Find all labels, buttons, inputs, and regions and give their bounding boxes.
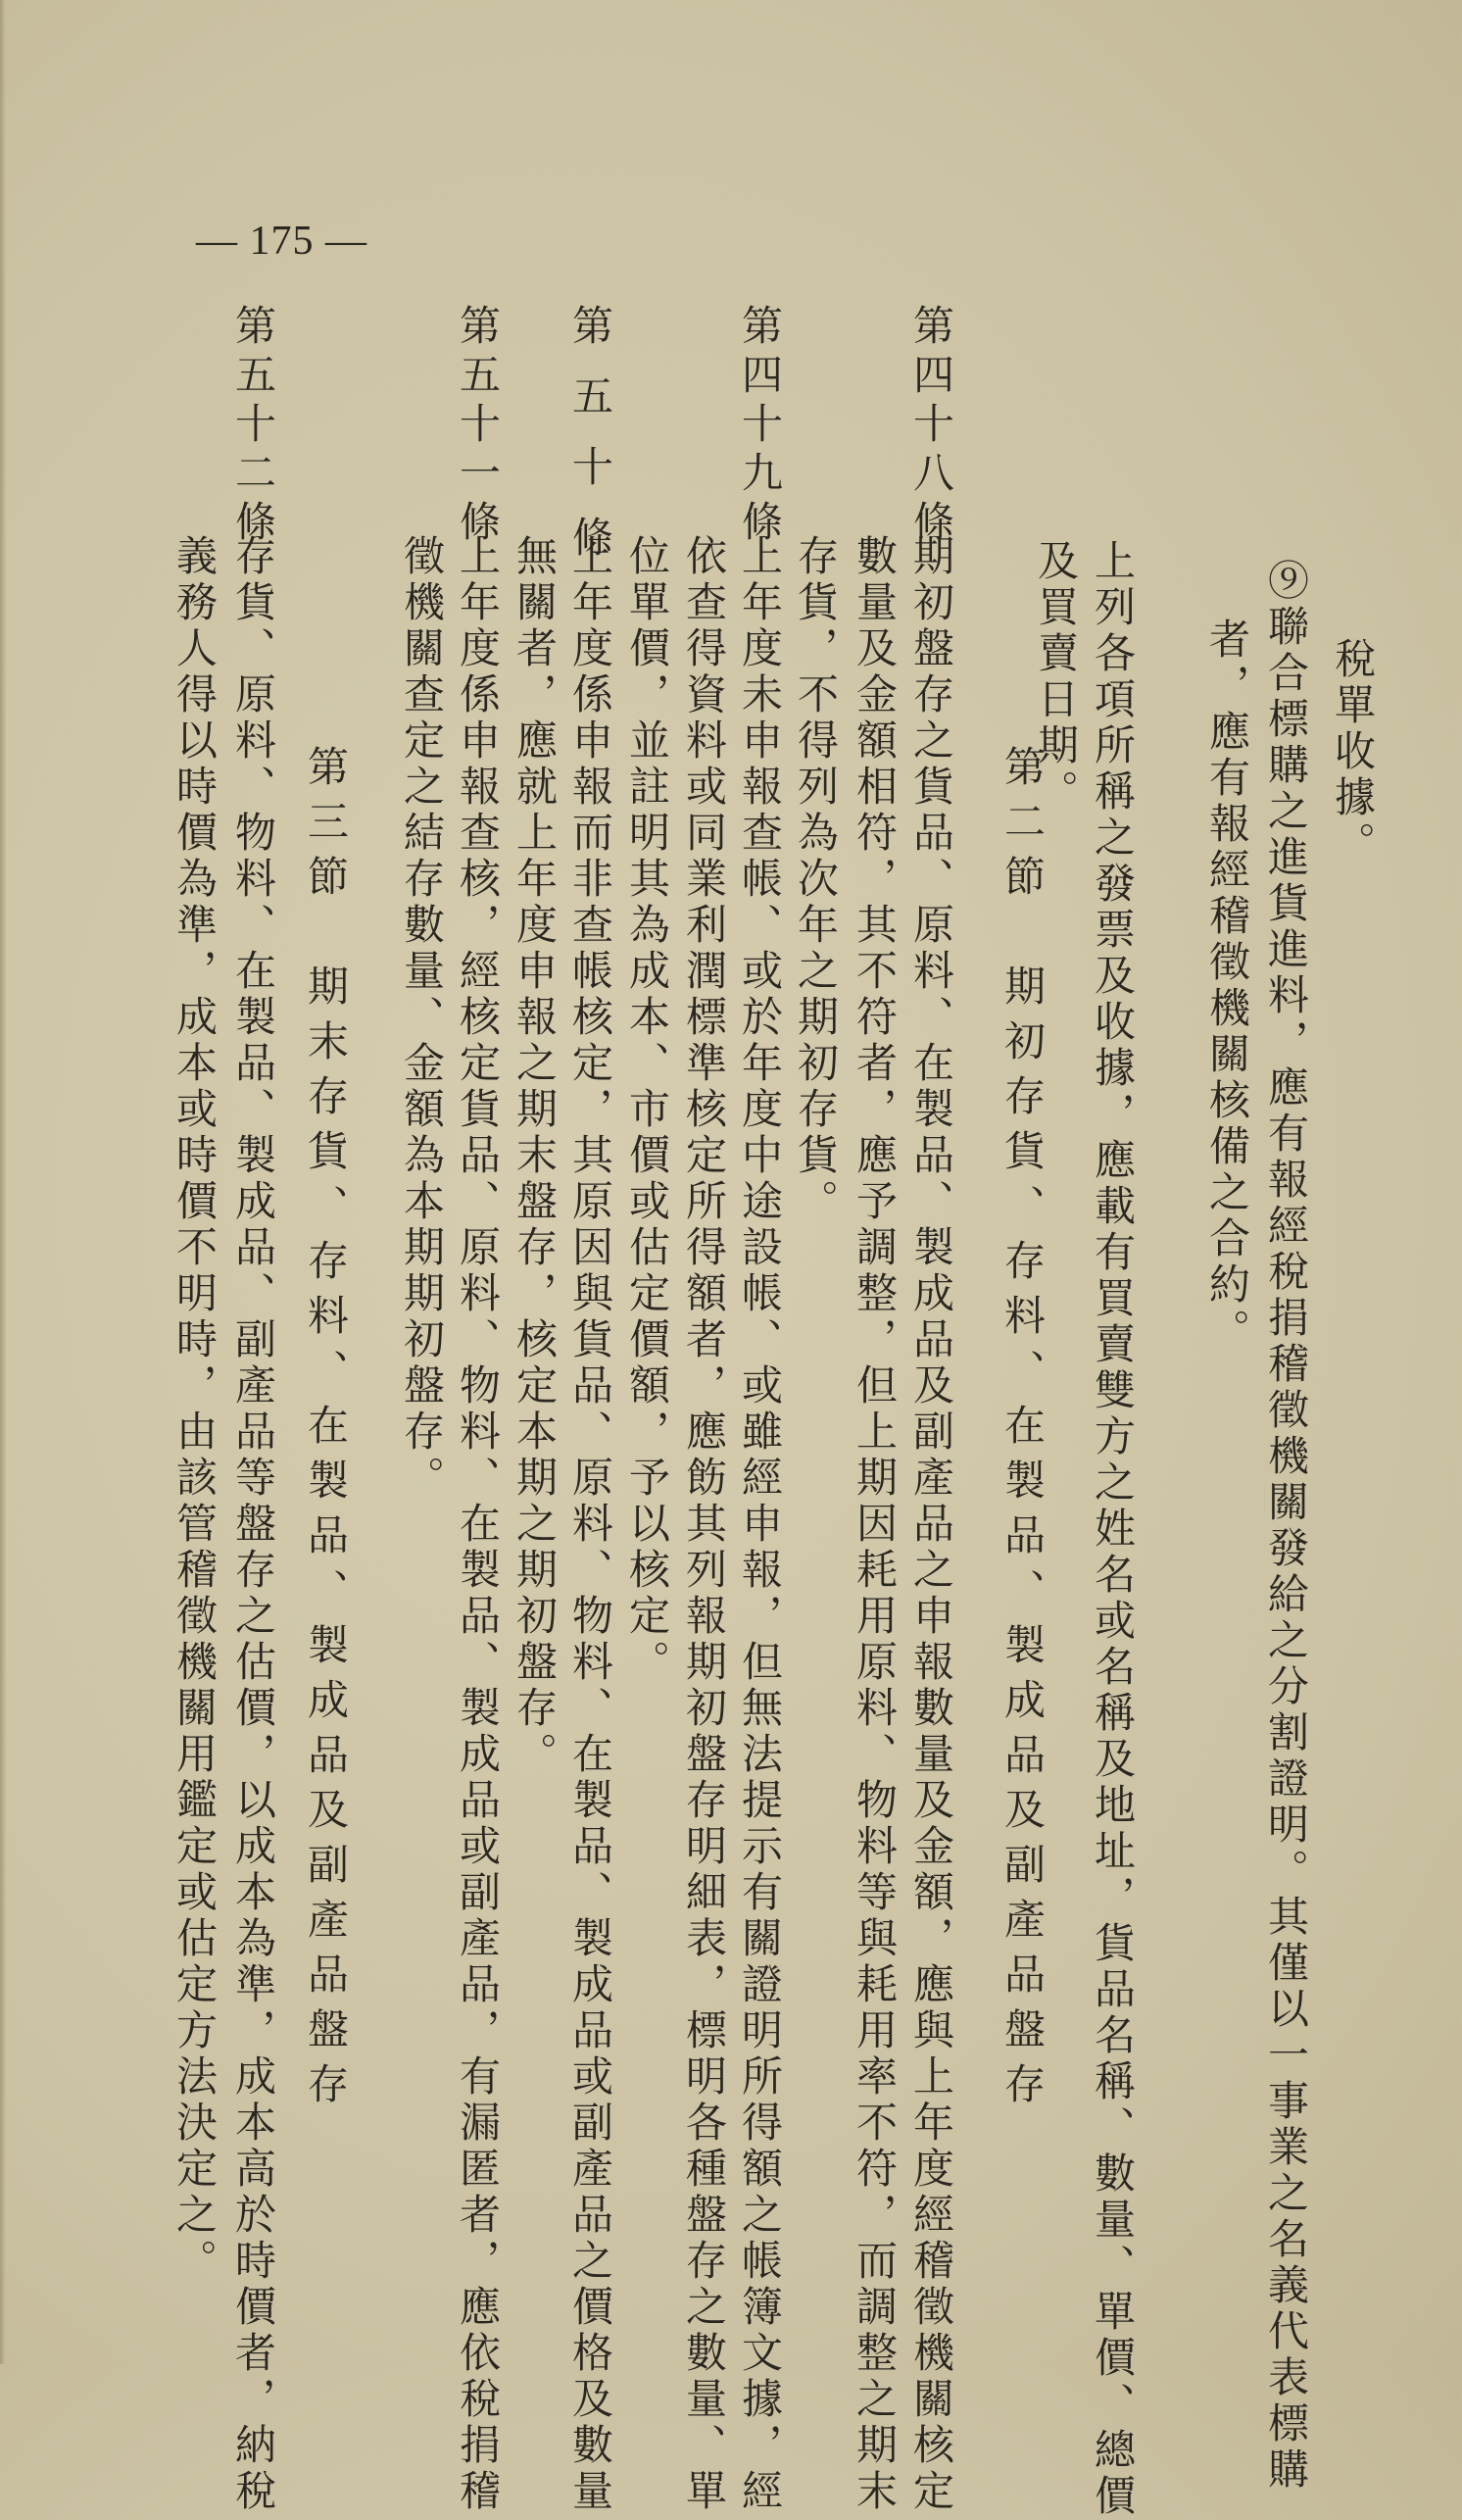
text-column: ⑨聯合標購之進貨進料，應有報經稅捐稽徵機關發給之分割證明。其僅以一事業之名義代表標購 [1262, 559, 1310, 2494]
page-binding-edge [0, 0, 6, 2364]
text-column: 及買賣日期。 [1032, 539, 1080, 815]
article-text: 徵機關查定之結存數量、金額為本期期初盤存。 [398, 534, 446, 1502]
article-label: 第五十條 [566, 304, 614, 586]
article-text: 上年度係申報查核，經核定貨品、原料、物料、在製品、製成品或副產品，有漏匿者，應依稅捐稽 [454, 534, 502, 2515]
article-text: 期初盤存之貨品、原料、在製品、製成品及副產品之申報數量及金額，應與上年度經稽徵機關核定 [907, 534, 955, 2515]
article-text: 位單價，並註明其為成本、市價或估定價額，予以核定。 [623, 534, 671, 1686]
section-heading: 第三節 期末存貨、存料、在製品、製成品及副產品盤存 [302, 745, 350, 2117]
article-text: 存貨，不得列為次年之期初存貨。 [792, 534, 840, 1225]
article-text: 上年度未申報查帳、或於年度中途設帳、或雖經申報，但無法提示有關證明所得額之帳簿文據，經 [736, 534, 784, 2515]
text-column: 稅單收據。 [1329, 637, 1377, 867]
page-number: — 175 — [196, 219, 367, 264]
article-text: 依查得資料或同業利潤標準核定所得額者，應飭其列報期初盤存明細表，標明各種盤存之數量、單 [680, 534, 728, 2515]
article-label: 第五十二條 [229, 304, 277, 549]
article-text: 無關者，應就上年度申報之期末盤存，核定本期之期初盤存。 [511, 534, 559, 1778]
article-text: 存貨、原料、物料、在製品、製成品、副產品等盤存之估價，以成本為準，成本高於時價者，納稅 [229, 534, 277, 2515]
article-label: 第四十九條 [736, 304, 784, 549]
article-text: 義務人得以時價為準，成本或時價不明時，由該管稽徵機關用鑑定或估定方法決定之。 [171, 534, 219, 2285]
article-text: 上年度係申報而非查帳核定，其原因與貨品、原料、物料、在製品、製成品或副產品之價格及數量 [566, 534, 614, 2515]
article-label: 第四十八條 [907, 304, 955, 549]
text-column: 者，應有報經稽徵機關核備之合約。 [1203, 618, 1251, 1355]
text-column: 上列各項所稱之發票及收據，應載有買賣雙方之姓名或名稱及地址，貨品名稱、數量、單價、總價 [1089, 539, 1137, 2520]
article-label: 第五十一條 [454, 304, 502, 549]
section-heading: 第二節 期初存貨、存料、在製品、製成品及副產品盤存 [999, 745, 1047, 2117]
article-text: 數量及金額相符，其不符者，應予調整，但上期因耗用原料、物料等與耗用率不符，而調整之期末 [851, 534, 899, 2515]
